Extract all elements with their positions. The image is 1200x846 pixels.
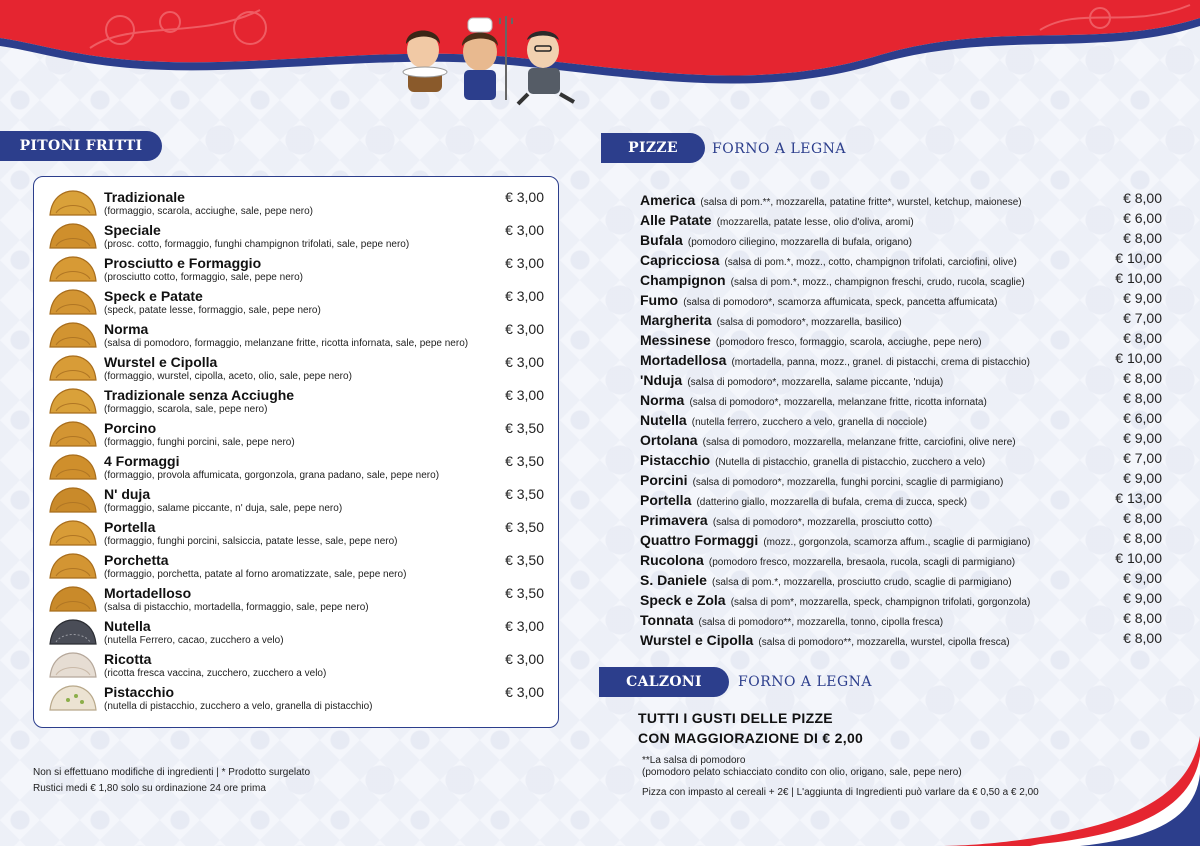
fritti-item-price: € 3,50 <box>505 486 544 502</box>
fritti-section-label: PITONI FRITTI <box>19 138 143 154</box>
pizza-item-price: € 9,00 <box>1123 570 1162 586</box>
pizza-item-price: € 8,00 <box>1123 390 1162 406</box>
pizza-item-price: € 8,00 <box>1123 370 1162 386</box>
pizza-item <box>640 590 1162 610</box>
calzoni-note-sauce-detail: (pomodoro pelato schiacciato condito con olio, origano, sale, pepe nero) <box>642 767 962 778</box>
pizza-item-price: € 9,00 <box>1123 470 1162 486</box>
pizza-item-name: Pistacchio <box>640 452 711 468</box>
fritti-item <box>48 651 544 684</box>
fritti-item-desc: (formaggio, provola affumicata, gorgonzola, grana padano, sale, pepe nero) <box>104 470 440 481</box>
pizza-item-name: Champignon <box>640 272 726 288</box>
fritti-item <box>48 222 544 255</box>
fritti-item <box>48 684 544 717</box>
pizza-item-desc: (mozz., gorgonzola, scamorza affum., scaglie di parmigiano) <box>763 537 1031 548</box>
fritti-item-price: € 3,50 <box>505 453 544 469</box>
calzoni-note-sauce: **La salsa di pomodoro <box>642 755 746 766</box>
fritti-item-desc: (formaggio, funghi porcini, sale, pepe nero) <box>104 437 295 448</box>
fritti-item-price: € 3,50 <box>505 420 544 436</box>
pizza-item-name: Bufala <box>640 232 683 248</box>
pizza-item-price: € 8,00 <box>1123 610 1162 626</box>
pizza-item <box>640 230 1162 250</box>
pizza-item <box>640 390 1162 410</box>
calzoni-section-tag <box>599 667 729 697</box>
pizza-item-desc: (salsa di pom.*, mozz., champignon freschi, crudo, rucola, scaglie) <box>730 277 1025 288</box>
pizza-item-price: € 8,00 <box>1123 230 1162 246</box>
pizza-item-name: Mortadellosa <box>640 352 727 368</box>
calzoni-section-subtitle: FORNO A LEGNA <box>738 674 873 690</box>
fritti-item <box>48 519 544 552</box>
pizza-item-name: 'Nduja <box>640 372 683 388</box>
fritti-item-price: € 3,00 <box>505 189 544 205</box>
fritti-item-price: € 3,00 <box>505 684 544 700</box>
pizza-item <box>640 530 1162 550</box>
fritti-item-price: € 3,00 <box>505 321 544 337</box>
fritti-item-name: Prosciutto e Formaggio <box>104 255 262 271</box>
fritti-item-price: € 3,50 <box>505 552 544 568</box>
pizza-item <box>640 370 1162 390</box>
pizza-item-name: Wurstel e Cipolla <box>640 632 754 648</box>
fritti-item-desc: (salsa di pistacchio, mortadella, formaggio, sale, pepe nero) <box>104 602 369 613</box>
pizza-item-name: Norma <box>640 392 685 408</box>
fritti-item-desc: (prosc. cotto, formaggio, funghi champignon trifolati, sale, pepe nero) <box>104 239 410 250</box>
corner-flag-wave <box>940 726 1200 846</box>
fritti-item <box>48 453 544 486</box>
pizza-item-price: € 6,00 <box>1123 210 1162 226</box>
fritti-item-price: € 3,50 <box>505 519 544 535</box>
fritti-item <box>48 420 544 453</box>
pizza-item-desc: (salsa di pomodoro*, mozzarella, melanzane fritte, ricotta infornata) <box>689 397 987 408</box>
note-no-modifications: Non si effettuano modifiche di ingredienti | * Prodotto surgelato <box>33 767 311 778</box>
pizza-item-name: Quattro Formaggi <box>640 532 759 548</box>
calzoni-line-1: TUTTI I GUSTI DELLE PIZZE <box>638 710 833 726</box>
fritti-item-desc: (prosciutto cotto, formaggio, sale, pepe nero) <box>104 272 303 283</box>
calzoni-note-impasto: Pizza con impasto al cereali + 2€ | L'aggiunta di Ingredienti può varlare da € 0,50 a € 2,00 <box>642 787 1039 798</box>
pizza-item-price: € 6,00 <box>1123 410 1162 426</box>
pizza-item-price: € 13,00 <box>1115 490 1162 506</box>
pizza-item-desc: (mozzarella, patate lesse, olio d'oliva, aromi) <box>716 217 914 228</box>
pitone-icon <box>48 651 98 679</box>
fritti-item-name: Tradizionale senza Acciughe <box>104 387 295 403</box>
pizza-item <box>640 490 1162 510</box>
pizza-item-name: Margherita <box>640 312 712 328</box>
pizza-item-price: € 8,00 <box>1123 530 1162 546</box>
pitone-icon <box>48 387 98 415</box>
pizza-item <box>640 350 1162 370</box>
fritti-item-price: € 3,00 <box>505 387 544 403</box>
fritti-item <box>48 486 544 519</box>
fritti-item <box>48 288 544 321</box>
pizza-item-name: Alle Patate <box>640 212 712 228</box>
fritti-item <box>48 585 544 618</box>
pitone-icon <box>48 420 98 448</box>
fritti-item-desc: (ricotta fresca vaccina, zucchero, zucchero a velo) <box>104 668 327 679</box>
fritti-item-desc: (formaggio, wurstel, cipolla, aceto, olio, sale, pepe nero) <box>104 371 352 382</box>
pizza-item <box>640 210 1162 230</box>
pizza-item-price: € 10,00 <box>1115 350 1162 366</box>
fritti-item-price: € 3,00 <box>505 255 544 271</box>
pizza-item-name: Messinese <box>640 332 711 348</box>
pizza-item-desc: (datterino giallo, mozzarella di bufala, crema di zucca, speck) <box>696 497 968 508</box>
calzoni-line-2: CON MAGGIORAZIONE DI € 2,00 <box>638 730 864 746</box>
pizze-section-label: PIZZE <box>628 140 678 156</box>
pizza-item-desc: (salsa di pom.*, mozzarella, prosciutto crudo, scaglie di parmigiano) <box>712 577 1012 588</box>
pizza-item <box>640 330 1162 350</box>
pizza-item-desc: (Nutella di pistacchio, granella di pistacchio, zucchero a velo) <box>715 457 986 468</box>
pizza-item-name: Nutella <box>640 412 687 428</box>
mascots-illustration <box>388 14 588 106</box>
pitone-icon <box>48 684 98 712</box>
fritti-item-name: Porcino <box>104 420 157 436</box>
pizze-section-tag <box>601 133 705 163</box>
fritti-item-name: Porchetta <box>104 552 169 568</box>
pizza-item-desc: (pomodoro fresco, mozzarella, bresaola, rucola, scagli di parmigiano) <box>708 557 1016 568</box>
fritti-item-name: Tradizionale <box>104 189 185 205</box>
fritti-item-price: € 3,00 <box>505 651 544 667</box>
pizza-item-price: € 9,00 <box>1123 290 1162 306</box>
pizza-item-name: Speck e Zola <box>640 592 726 608</box>
fritti-item-price: € 3,50 <box>505 585 544 601</box>
fritti-menu-box <box>33 176 559 728</box>
pizza-item-desc: (salsa di pomodoro*, scamorza affumicata, speck, pancetta affumicata) <box>683 297 998 308</box>
pizza-item-desc: (salsa di pomodoro**, mozzarella, wurstel, cipolla fresca) <box>758 637 1010 648</box>
fritti-item-name: Speciale <box>104 222 161 238</box>
pizza-item <box>640 550 1162 570</box>
fritti-item-price: € 3,00 <box>505 288 544 304</box>
pizza-item <box>640 190 1162 210</box>
fritti-item-desc: (nutella Ferrero, cacao, zucchero a velo) <box>104 635 284 646</box>
fritti-item <box>48 552 544 585</box>
pizza-item-price: € 7,00 <box>1123 450 1162 466</box>
pizza-item-price: € 10,00 <box>1115 270 1162 286</box>
fritti-item <box>48 321 544 354</box>
pizza-item-desc: (salsa di pom.**, mozzarella, patatine fritte*, wurstel, ketchup, maionese) <box>700 197 1022 208</box>
fritti-item-desc: (formaggio, scarola, sale, pepe nero) <box>104 404 268 415</box>
pizza-item <box>640 290 1162 310</box>
fritti-item-name: Wurstel e Cipolla <box>104 354 218 370</box>
pizza-item-desc: (salsa di pom*, mozzarella, speck, champignon trifolati, gorgonzola) <box>730 597 1031 608</box>
pitone-icon <box>48 519 98 547</box>
pizza-item-desc: (pomodoro ciliegino, mozzarella di bufala, origano) <box>687 237 912 248</box>
pizza-item-price: € 10,00 <box>1115 250 1162 266</box>
pitone-icon <box>48 255 98 283</box>
fritti-item-desc: (nutella di pistacchio, zucchero a velo, granella di pistacchio) <box>104 701 373 712</box>
fritti-item <box>48 354 544 387</box>
pizza-item-desc: (pomodoro fresco, formaggio, scarola, acciughe, pepe nero) <box>715 337 982 348</box>
pizza-item-name: S. Daniele <box>640 572 707 588</box>
pitone-icon <box>48 486 98 514</box>
pizza-item <box>640 270 1162 290</box>
fritti-item-name: Speck e Patate <box>104 288 203 304</box>
pitone-icon <box>48 585 98 613</box>
fritti-item-price: € 3,00 <box>505 618 544 634</box>
pizza-item <box>640 570 1162 590</box>
pizza-item-price: € 7,00 <box>1123 310 1162 326</box>
pizza-item-name: America <box>640 192 696 208</box>
pizza-item-name: Ortolana <box>640 432 698 448</box>
fritti-item-price: € 3,00 <box>505 354 544 370</box>
pizza-item-price: € 8,00 <box>1123 630 1162 646</box>
pitone-icon <box>48 453 98 481</box>
pizza-item <box>640 430 1162 450</box>
pizza-item-price: € 8,00 <box>1123 510 1162 526</box>
pizza-item <box>640 630 1162 650</box>
fritti-item-price: € 3,00 <box>505 222 544 238</box>
pizza-item-desc: (salsa di pomodoro*, mozzarella, prosciutto cotto) <box>712 517 933 528</box>
pizza-item <box>640 610 1162 630</box>
pitone-icon <box>48 321 98 349</box>
pizza-item-name: Porcini <box>640 472 688 488</box>
top-red-wave <box>0 0 1200 110</box>
fritti-item-name: 4 Formaggi <box>104 453 180 469</box>
pizza-item-name: Capricciosa <box>640 252 720 268</box>
pizza-item <box>640 510 1162 530</box>
fritti-section-tag <box>0 131 162 161</box>
pizza-item-price: € 8,00 <box>1123 190 1162 206</box>
pitone-icon <box>48 552 98 580</box>
pizza-item-name: Primavera <box>640 512 708 528</box>
fritti-item <box>48 189 544 222</box>
fritti-item-desc: (formaggio, funghi porcini, salsiccia, patate lesse, sale, pepe nero) <box>104 536 398 547</box>
fritti-item-name: Portella <box>104 519 156 535</box>
pitone-icon <box>48 222 98 250</box>
pizza-item-name: Portella <box>640 492 692 508</box>
pizza-item-desc: (salsa di pomodoro*, mozzarella, funghi porcini, scaglie di parmigiano) <box>692 477 1004 488</box>
pizza-item-desc: (nutella ferrero, zucchero a velo, granella di nocciole) <box>691 417 927 428</box>
fritti-item-name: Ricotta <box>104 651 152 667</box>
pizza-item-desc: (salsa di pom.*, mozz., cotto, champignon trifolati, carciofini, olive) <box>724 257 1017 268</box>
fritti-item <box>48 618 544 651</box>
fritti-item-name: Nutella <box>104 618 151 634</box>
pitone-icon <box>48 618 98 646</box>
fritti-item-name: N' duja <box>104 486 151 502</box>
pizze-section-subtitle: FORNO A LEGNA <box>712 141 847 157</box>
pitone-icon <box>48 288 98 316</box>
pizza-item <box>640 310 1162 330</box>
pizza-item <box>640 410 1162 430</box>
pizza-item-desc: (salsa di pomodoro**, mozzarella, tonno, cipolla fresca) <box>698 617 944 628</box>
fritti-item-desc: (formaggio, scarola, acciughe, sale, pepe nero) <box>104 206 314 217</box>
pizza-item-price: € 9,00 <box>1123 430 1162 446</box>
pitone-icon <box>48 354 98 382</box>
fritti-item-desc: (formaggio, porchetta, patate al forno aromatizzate, sale, pepe nero) <box>104 569 407 580</box>
pizza-item <box>640 470 1162 490</box>
pizza-item-name: Tonnata <box>640 612 694 628</box>
fritti-item-name: Mortadelloso <box>104 585 192 601</box>
pizza-item-name: Rucolona <box>640 552 704 568</box>
fritti-item-desc: (salsa di pomodoro, formaggio, melanzane fritte, ricotta infornata, sale, pepe nero) <box>104 338 469 349</box>
fritti-item <box>48 255 544 288</box>
pizza-item-desc: (salsa di pomodoro*, mozzarella, basilico) <box>716 317 902 328</box>
pizza-item-price: € 9,00 <box>1123 590 1162 606</box>
pitone-icon <box>48 189 98 217</box>
pizza-item <box>640 250 1162 270</box>
pizza-item-desc: (salsa di pomodoro, mozzarella, melanzane fritte, carciofini, olive nere) <box>702 437 1016 448</box>
pizza-item-desc: (salsa di pomodoro*, mozzarella, salame piccante, 'nduja) <box>687 377 944 388</box>
pizza-item <box>640 450 1162 470</box>
fritti-item-name: Norma <box>104 321 149 337</box>
pizza-item-price: € 8,00 <box>1123 330 1162 346</box>
note-rustici: Rustici medi € 1,80 solo su ordinazione 24 ore prima <box>33 783 266 794</box>
fritti-item-desc: (formaggio, salame piccante, n' duja, sale, pepe nero) <box>104 503 343 514</box>
pizza-item-price: € 10,00 <box>1115 550 1162 566</box>
fritti-item-desc: (speck, patate lesse, formaggio, sale, pepe nero) <box>104 305 321 316</box>
fritti-item <box>48 387 544 420</box>
calzoni-section-label: CALZONI <box>626 674 702 690</box>
pizza-item-name: Fumo <box>640 292 679 308</box>
fritti-item-name: Pistacchio <box>104 684 175 700</box>
pizza-item-desc: (mortadella, panna, mozz., granel. di pistacchi, crema di pistacchio) <box>731 357 1030 368</box>
